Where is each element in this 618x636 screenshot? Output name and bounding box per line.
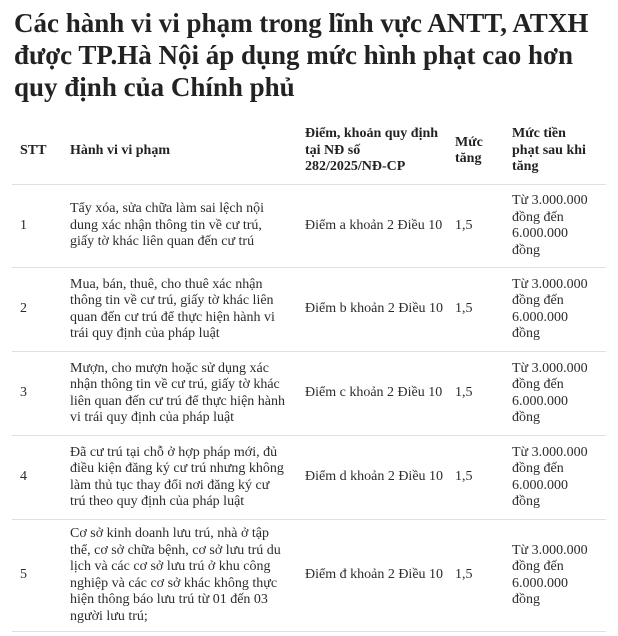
- cell-increase: 1,5: [455, 567, 473, 583]
- cell-stt: 5: [20, 567, 27, 583]
- cell-fine: Từ 3.000.000 đồng đến 6.000.000 đồng: [512, 360, 588, 425]
- cell-stt: 1: [20, 217, 27, 233]
- cell-fine: Từ 3.000.000 đồng đến 6.000.000 đồng: [512, 193, 588, 258]
- header-stt: STT: [20, 142, 47, 158]
- cell-reference: Điểm c khoản 2 Điều 10: [305, 385, 443, 401]
- header-increase: Mức tăng: [455, 134, 483, 166]
- cell-violation: Mượn, cho mượn hoặc sử dụng xác nhận thông tin về cư trú, giấy tờ khác liên quan đến cư trú để thực hiện hành vi trái quy định của pháp luật: [70, 360, 285, 425]
- table-row: [12, 520, 606, 632]
- header-fine: Mức tiền phạt sau khi tăng: [512, 126, 586, 175]
- cell-violation: Mua, bán, thuê, cho thuê xác nhận thông tin về cư trú, giấy tờ khác liên quan đến cư trú để thực hiện hành vi trái quy định của pháp luật: [70, 276, 275, 341]
- cell-violation: Tẩy xóa, sửa chữa làm sai lệch nội dung xác nhận thông tin về cư trú, giấy tờ khác liên quan đến cư trú: [70, 201, 264, 250]
- cell-stt: 4: [20, 469, 27, 485]
- cell-fine: Từ 3.000.000 đồng đến 6.000.000 đồng: [512, 542, 588, 607]
- violations-table: [12, 118, 606, 632]
- cell-fine: Từ 3.000.000 đồng đến 6.000.000 đồng: [512, 276, 588, 341]
- table-row: [12, 268, 606, 352]
- table-row: [12, 436, 606, 520]
- cell-increase: 1,5: [455, 469, 473, 485]
- cell-fine: Từ 3.000.000 đồng đến 6.000.000 đồng: [512, 444, 588, 509]
- cell-reference: Điểm d khoản 2 Điều 10: [305, 469, 444, 485]
- cell-reference: Điểm b khoản 2 Điều 10: [305, 301, 444, 317]
- table-row: [12, 185, 606, 268]
- cell-violation: Cơ sở kinh doanh lưu trú, nhà ở tập thể, cơ sở chữa bệnh, cơ sở lưu trú du lịch và các cơ sở lưu trú ở khu công nghiệp và các cơ sở khác không thực hiện thông báo lưu trú từ 01 đến 03 người lưu trú;: [70, 526, 281, 624]
- cell-stt: 3: [20, 385, 27, 401]
- table-row: [12, 352, 606, 436]
- cell-reference: Điểm a khoản 2 Điều 10: [305, 217, 443, 233]
- cell-reference: Điểm đ khoản 2 Điều 10: [305, 567, 444, 583]
- cell-violation: Đã cư trú tại chỗ ở hợp pháp mới, đủ điều kiện đăng ký cư trú nhưng không làm thủ tục thay đổi nơi đăng ký cư trú theo quy định của pháp luật: [70, 444, 284, 509]
- header-violation: Hành vi vi phạm: [70, 142, 170, 158]
- cell-increase: 1,5: [455, 217, 473, 233]
- article-title: Các hành vi vi phạm trong lĩnh vực ANTT, ATXH được TP.Hà Nội áp dụng mức hình phạt cao hơn quy định của Chính phủ: [14, 8, 589, 102]
- cell-increase: 1,5: [455, 385, 473, 401]
- cell-stt: 2: [20, 301, 27, 317]
- cell-increase: 1,5: [455, 301, 473, 317]
- table-header-row: [12, 118, 606, 185]
- header-reference: Điểm, khoản quy định tại NĐ số 282/2025/NĐ-CP: [305, 126, 439, 175]
